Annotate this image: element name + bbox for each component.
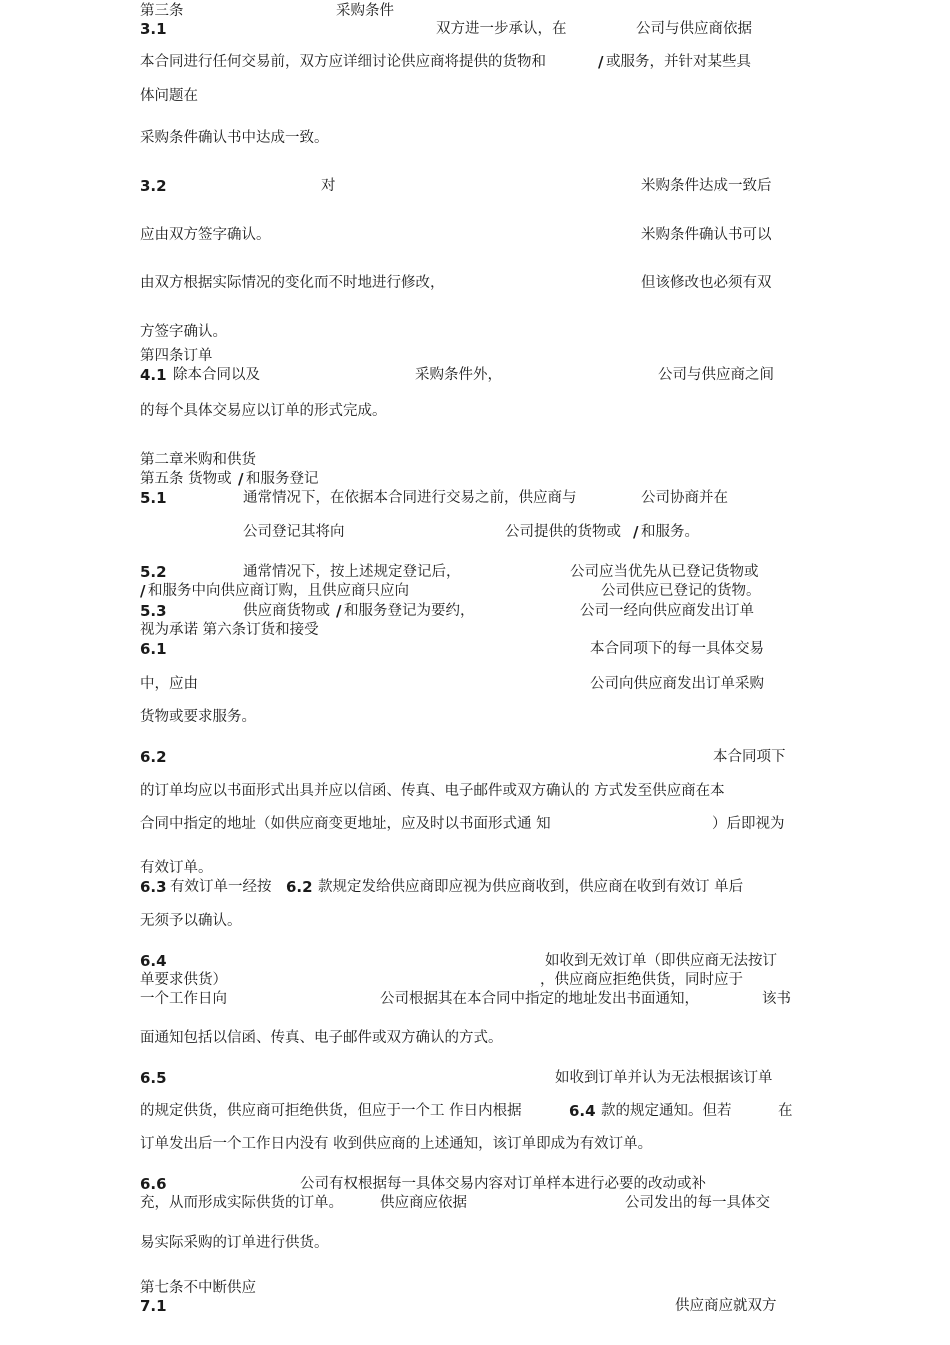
text-segment: / [633,523,639,541]
text-segment: 双方进一步承认，在 [436,21,567,37]
article-title: 采购条件 [336,3,394,19]
text-segment: 通常情况下，按上述规定登记后， [243,564,461,580]
text-segment: 有效订单一经按 [170,879,272,895]
clause-number: 6.5 [140,1069,167,1087]
text-segment: 公司发出的每一具体交 [625,1195,770,1211]
text-segment: ）后即视为 [712,816,785,832]
text-segment: 公司应当优先从已登记货物或 [570,564,759,580]
text-segment: ，供应商应拒绝供货，同时应于 [540,972,743,988]
text-segment: 公司提供的货物或 [505,524,621,540]
clause-number: 3.1 [140,20,167,38]
text-segment: 公司向供应商发出订单采购 [590,676,764,692]
text-segment: 米购条件达成一致后 [641,178,772,194]
text-segment: 米购条件确认书可以 [641,227,772,243]
text-segment: 如收到订单并认为无法根据该订单 [555,1070,773,1086]
text-segment: 本合同进行任何交易前，双方应详细讨论供应商将提供的货物和 [140,54,546,70]
text-segment: / [598,53,604,71]
text-segment: 供应商应依据 [380,1195,467,1211]
text-segment: 无须予以确认。 [140,913,242,929]
text-segment: 和服务登记 [246,471,319,487]
text-segment: / [238,470,244,488]
text-segment: 易实际采购的订单进行供货。 [140,1235,329,1251]
clause-number: 6.2 [140,748,167,766]
clause-number: 7.1 [140,1297,167,1315]
text-segment: 充，从而形成实际供货的订单。 [140,1195,343,1211]
text-segment: 一个工作日向 [140,991,227,1007]
text-segment: 6.4 [569,1102,596,1120]
text-segment: 6.2 [286,878,313,896]
clause-number: 5.1 [140,489,167,507]
text-segment: 由双方根据实际情况的变化而不时地进行修改， [140,275,445,291]
text-segment: / [336,602,342,620]
clause-number: 4.1 [140,366,167,384]
clause-number: 6.4 [140,952,167,970]
text-segment: 供应商货物或 [243,603,330,619]
text-segment: 中，应由 [140,676,198,692]
text-segment: 和服务登记为要约， [344,603,475,619]
text-segment: 如收到无效订单（即供应商无法按订 [545,953,777,969]
text-segment: 单要求供货） [140,972,227,988]
article-heading: 第五条 货物或 [140,471,232,487]
text-segment: 采购条件外， [415,367,502,383]
clause-number: 6.6 [140,1175,167,1193]
text-segment: 的规定供货，供应商可拒绝供货，但应于一个工 作日内根据 [140,1103,522,1119]
text-segment: 公司协商并在 [641,490,728,506]
article-heading: 第四条订单 [140,348,213,364]
text-segment: 公司供应已登记的货物。 [601,583,761,599]
clause-number: 6.3 [140,878,167,896]
clause-number: 3.2 [140,177,167,195]
text-segment: 除本合同以及 [173,367,260,383]
text-segment: 或服务，并针对某些具 [606,54,751,70]
text-segment: 公司与供应商依据 [636,21,752,37]
article-label: 第三条 [140,3,184,19]
text-segment: 公司一经向供应商发出订单 [580,603,754,619]
text-segment: 货物或要求服务。 [140,709,256,725]
text-segment: 公司登记其将向 [243,524,345,540]
text-segment: 合同中指定的地址（如供应商变更地址，应及时以书面形式通 知 [140,816,551,832]
text-segment: 应由双方签字确认。 [140,227,271,243]
text-segment: / [140,582,146,600]
text-segment: 和服务中向供应商订购，且供应商只应向 [148,583,409,599]
text-segment: 款的规定通知。但若 [601,1103,732,1119]
text-segment: 方签字确认。 [140,324,227,340]
text-segment: 面通知包括以信函、传真、电子邮件或双方确认的方式。 [140,1030,503,1046]
article-heading: 第七条不中断供应 [140,1280,256,1296]
text-segment: 的订单均应以书面形式出具并应以信函、传真、电子邮件或双方确认的 方式发至供应商在本 [140,783,725,799]
clause-number: 6.1 [140,640,167,658]
text-segment: 本合同项下 [713,749,786,765]
clause-number: 5.3 [140,602,167,620]
text-segment: 的每个具体交易应以订单的形式完成。 [140,403,387,419]
text-segment: 款规定发给供应商即应视为供应商收到，供应商在收到有效订 单后 [318,879,744,895]
text-segment: 视为承诺 第六条订货和接受 [140,622,319,638]
text-segment: 公司有权根据每一具体交易内容对订单样本进行必要的改动或补 [300,1176,706,1192]
text-segment: 体问题在 [140,88,198,104]
text-segment: 该书 [762,991,791,1007]
text-segment: 公司根据其在本合同中指定的地址发出书面通知， [380,991,699,1007]
clause-number: 5.2 [140,563,167,581]
text-segment: 本合同项下的每一具体交易 [590,641,764,657]
chapter-heading: 第二章米购和供货 [140,452,256,468]
text-segment: 有效订单。 [140,860,213,876]
text-segment: 供应商应就双方 [675,1298,777,1314]
text-segment: 在 [778,1103,793,1119]
text-segment: 订单发出后一个工作日内没有 收到供应商的上述通知，该订单即成为有效订单。 [140,1136,653,1152]
text-segment: 通常情况下，在依据本合同进行交易之前，供应商与 [243,490,577,506]
text-segment: 采购条件确认书中达成一致。 [140,130,329,146]
text-segment: 但该修改也必须有双 [641,275,772,291]
text-segment: 和服务。 [641,524,699,540]
text-segment: 对 [321,178,336,194]
text-segment: 公司与供应商之间 [658,367,774,383]
